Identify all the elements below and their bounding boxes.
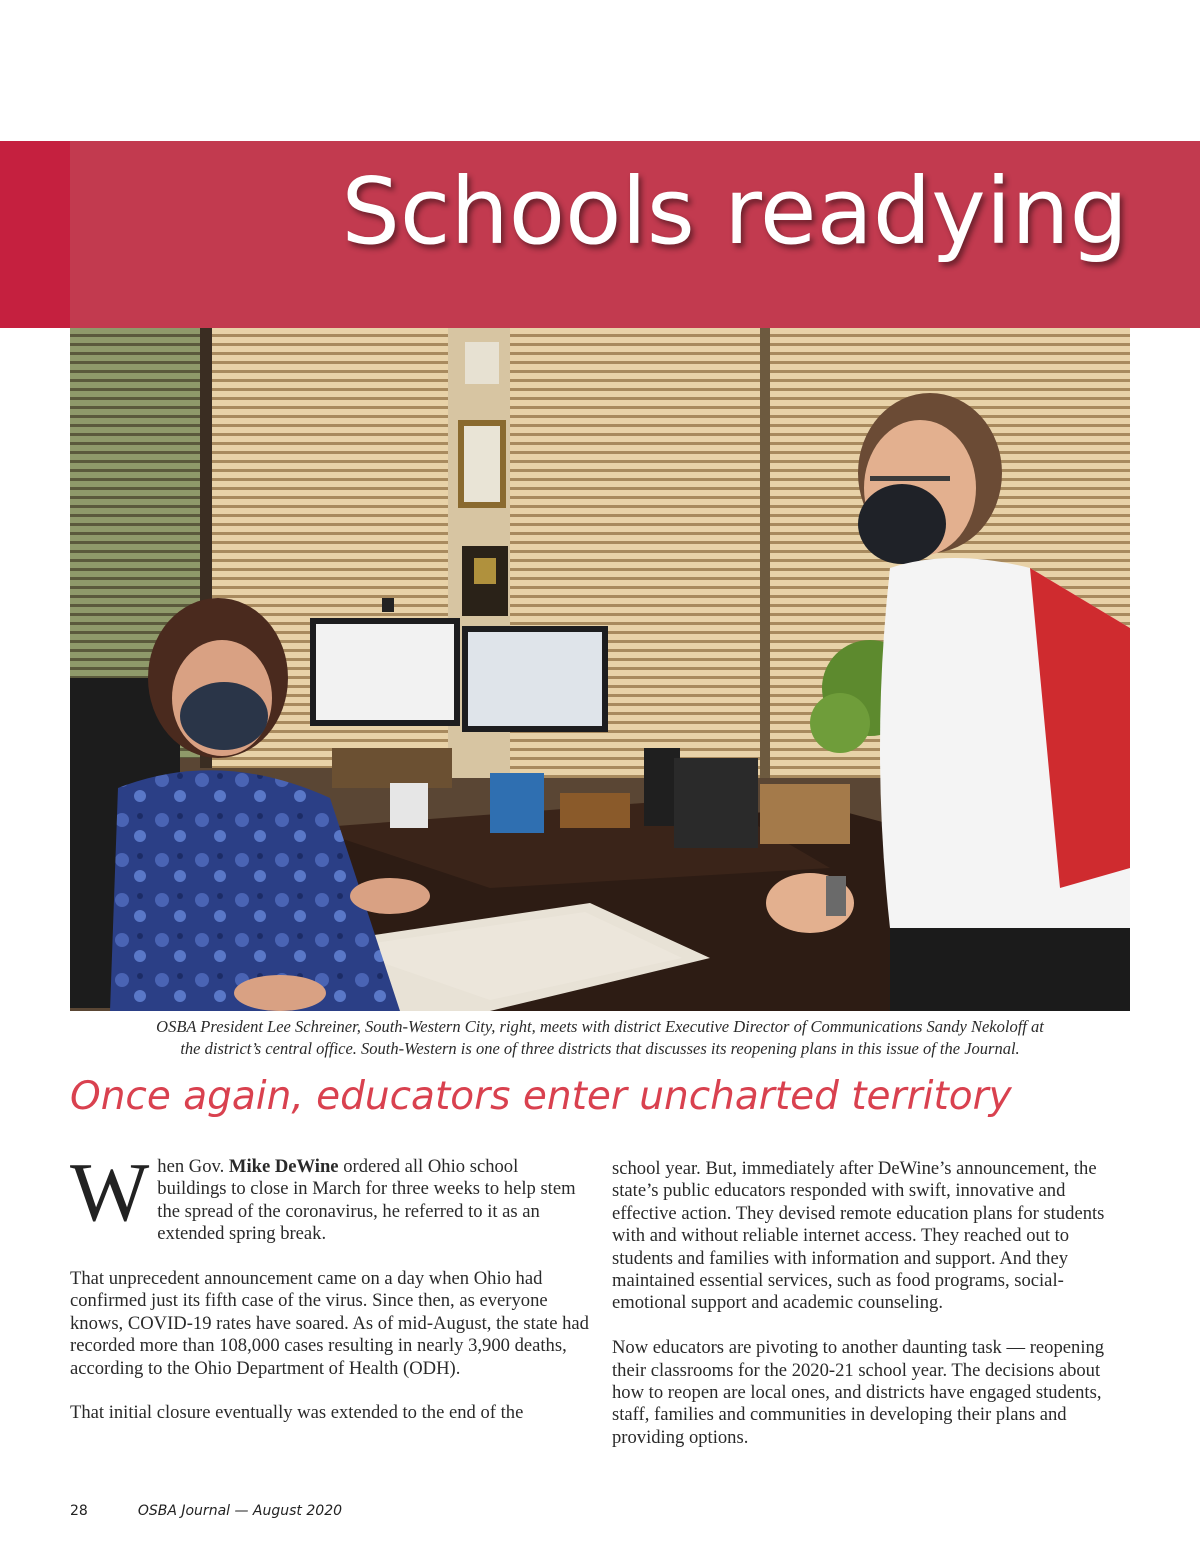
paragraph-2: That unprecedent announcement came on a day when Ohio had confirmed just its fifth case of the virus. Since then, as everyone knows, COVID-19 rates have soared. As of mid-August, the state had recorded more than 108,000 cases resulting in nearly 3,900 deaths, according to the Ohio Department of Health (ODH).: [70, 1268, 589, 1379]
caption-line-1: OSBA President Lee Schreiner, South-Western City, right, meets with district Executive Director of Communications Sandy Nekoloff at: [156, 1017, 1044, 1036]
page-title: Schools readying: [341, 158, 1128, 265]
publication-name: OSBA Journal — August 2020: [137, 1503, 343, 1519]
page-number: 28: [70, 1503, 88, 1519]
drop-cap: W: [70, 1146, 150, 1239]
caption-line-2: the district’s central office. South-Western is one of three districts that discusses its reopening plans in this issue of the Journal.: [180, 1039, 1020, 1058]
article-subheadline: Once again, educators enter uncharted territory: [70, 1074, 1012, 1119]
article-column-left: [70, 1146, 590, 1447]
paragraph-4: school year. But, immediately after DeWine’s announcement, the state’s public educators responded with swift, innovative and effective action. They devised remote education plans for students with and without reliable internet access. They reached out to students and families with information and support. And they maintained essential services, such as food programs, social-emotional support and academic counseling.: [612, 1158, 1105, 1314]
banner-accent-stripe: [0, 141, 70, 328]
paragraph-1-start: hen Gov.: [157, 1156, 229, 1177]
paragraph-1-rest: ordered all Ohio school buildings to close in March for three weeks to help stem the spread of the coronavirus, he referred to it as an extended spring break.: [157, 1156, 576, 1245]
paragraph-5: Now educators are pivoting to another daunting task — reopening their classrooms for the 2020-21 school year. The decisions about how to reopen are local ones, and districts have engaged students, staff, families and communities in developing their plans and providing options.: [612, 1337, 1105, 1448]
photo-caption: [70, 1016, 1130, 1060]
article-photo: [70, 328, 1130, 1011]
person-name: Mike DeWine: [228, 1156, 339, 1177]
article-column-right: [612, 1158, 1132, 1472]
paragraph-3: That initial closure eventually was extended to the end of the: [70, 1402, 524, 1424]
title-banner: [0, 141, 1200, 328]
paragraph-1: [70, 1146, 590, 1246]
page-footer: [70, 1503, 342, 1519]
